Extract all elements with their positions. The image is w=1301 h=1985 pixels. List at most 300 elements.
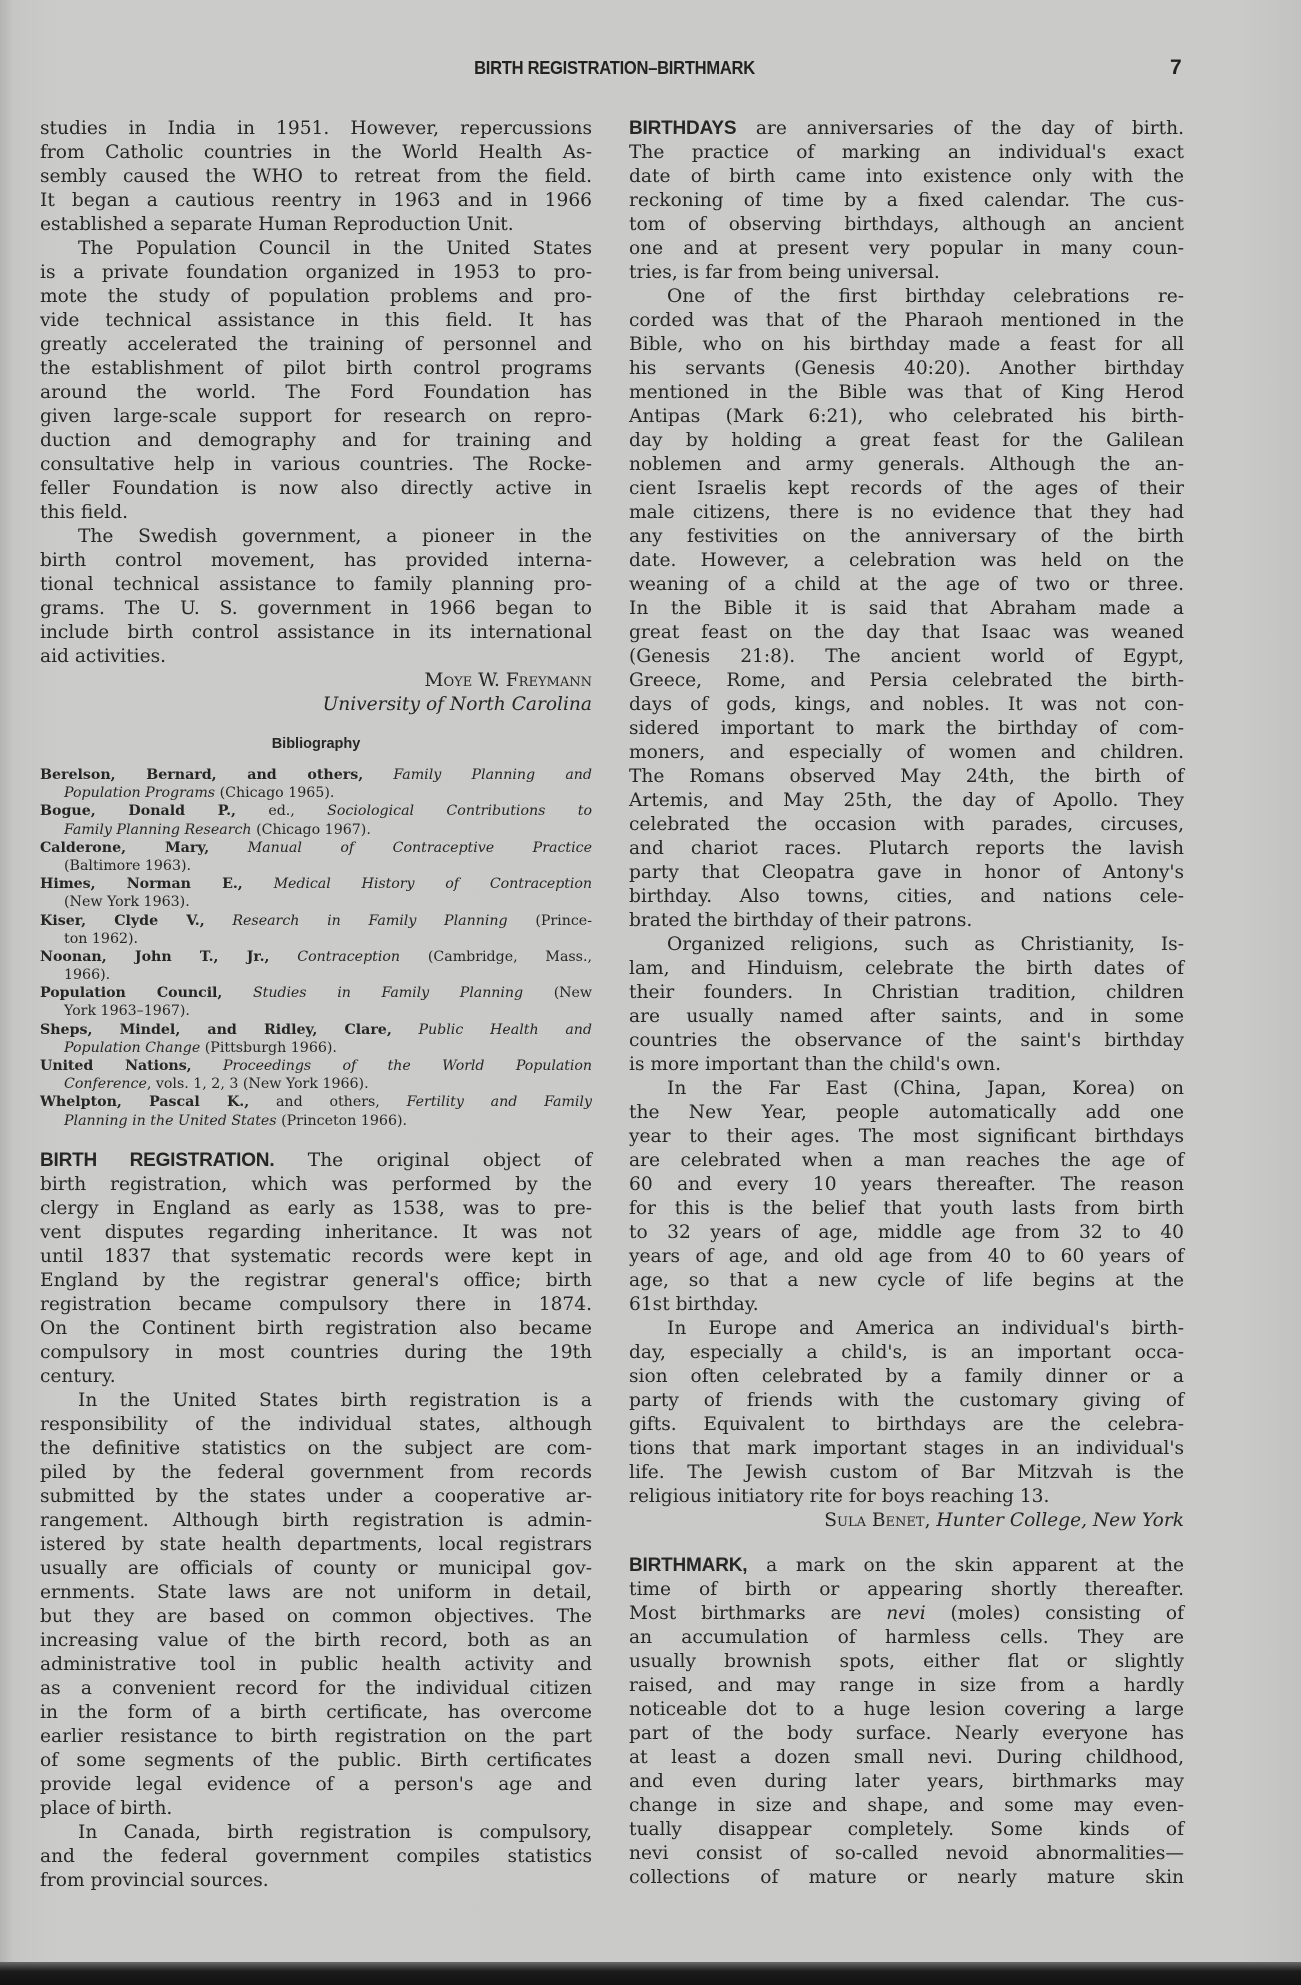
italic-text: Family Planning Research	[64, 821, 252, 838]
text-run: (Genesis 21:8). The ancient world of Egypt,	[629, 646, 1184, 667]
paragraph	[629, 285, 1184, 933]
text-run: and others,	[249, 1094, 407, 1111]
text-line	[40, 117, 592, 141]
text-run: responsibility of the individual states, although	[40, 1414, 592, 1435]
text-line	[629, 1866, 1184, 1890]
text-run: is more important than the child's own.	[629, 1054, 1002, 1075]
text-line	[629, 573, 1184, 597]
text-line	[40, 839, 592, 857]
text-line	[629, 1293, 1184, 1317]
text-run: administrative tool in public health activity and	[40, 1654, 592, 1675]
affiliation-text: University of North Carolina	[322, 694, 592, 715]
text-line	[629, 1698, 1184, 1722]
text-run: century.	[40, 1366, 116, 1387]
text-line	[40, 1869, 592, 1893]
text-run: male citizens, there is no evidence that they had	[629, 502, 1184, 523]
text-run: to 32 years of age, middle age from 32 to 40	[629, 1222, 1184, 1243]
text-line	[629, 813, 1184, 837]
text-line	[629, 405, 1184, 429]
text-line	[40, 525, 592, 549]
text-run: It began a cautious reentry in 1963 and in 1966	[40, 190, 592, 211]
text-run: The practice of marking an individual's exact	[629, 142, 1184, 163]
text-line	[629, 861, 1184, 885]
text-run: year to their ages. The most significant birthdays	[629, 1126, 1184, 1147]
text-line	[40, 766, 592, 784]
text-line	[40, 1002, 592, 1020]
text-line	[629, 237, 1184, 261]
text-line	[40, 285, 592, 309]
text-run: is a private foundation organized in 1953 to pro-	[40, 262, 592, 283]
text-line	[629, 765, 1184, 789]
text-run: Antipas (Mark 6:21), who celebrated his birth-	[629, 406, 1184, 427]
entry-author: United Nations,	[40, 1058, 192, 1074]
text-run: include birth control assistance in its international	[40, 622, 592, 643]
text-run: (New	[522, 985, 592, 1002]
text-run: moners, and especially of women and children.	[629, 742, 1184, 763]
text-run: cient Israelis kept records of the ages of their	[629, 478, 1184, 499]
text-line	[40, 1701, 592, 1725]
entry-heading: BIRTHMARK,	[629, 1555, 748, 1576]
text-run: tually disappear completely. Some kinds of	[629, 1819, 1184, 1840]
text-line	[629, 1626, 1184, 1650]
italic-text: Proceedings of the World Population	[222, 1058, 592, 1074]
text-line	[40, 1269, 592, 1293]
text-line	[40, 1039, 592, 1057]
text-line	[40, 453, 592, 477]
text-line	[40, 261, 592, 285]
text-run: (Chicago 1967).	[251, 821, 371, 838]
text-run: lam, and Hinduism, celebrate the birth dates of	[629, 958, 1184, 979]
text-line	[40, 1653, 592, 1677]
text-run: date of birth came into existence only with the	[629, 166, 1184, 187]
text-run: established a separate Human Reproduction Unit.	[40, 214, 514, 235]
text-run: greatly accelerated the training of personnel and	[40, 334, 592, 355]
text-run: tries, is far from being universal.	[629, 262, 940, 283]
text-run: place of birth.	[40, 1798, 173, 1819]
text-line	[40, 357, 592, 381]
text-line	[40, 1221, 592, 1245]
text-run: tional technical assistance to family planning pro-	[40, 574, 592, 595]
text-run: brated the birthday of their patrons.	[629, 910, 973, 931]
text-run: Artemis, and May 25th, the day of Apollo. They	[629, 790, 1184, 811]
text-line	[40, 237, 592, 261]
paragraph	[40, 1149, 592, 1389]
text-line	[629, 1365, 1184, 1389]
text-line	[40, 1413, 592, 1437]
author-name: Moye W. Freymann	[424, 670, 592, 691]
text-run: vide technical assistance in this field. It has	[40, 310, 592, 331]
text-line	[629, 1173, 1184, 1197]
text-run: reckoning of time by a fixed calendar. The cus-	[629, 190, 1184, 211]
text-run: days of gods, kings, and nobles. It was not con-	[629, 694, 1184, 715]
bibliography-list	[40, 766, 592, 1130]
text-line	[629, 885, 1184, 909]
text-run: increasing value of the birth record, both as an	[40, 1630, 592, 1651]
text-line	[40, 501, 592, 525]
italic-text: Sociological Contributions to	[327, 803, 592, 820]
text-line	[629, 1197, 1184, 1221]
text-run: studies in India in 1951. However, repercussions	[40, 118, 592, 139]
text-line	[40, 1821, 592, 1845]
text-line	[629, 981, 1184, 1005]
text-line	[40, 912, 592, 930]
text-line	[629, 1077, 1184, 1101]
entry-author: Himes, Norman E.,	[40, 876, 243, 893]
text-line	[629, 909, 1184, 933]
text-line	[629, 1650, 1184, 1674]
author-affiliation	[40, 693, 592, 717]
text-run: of some segments of the public. Birth certificates	[40, 1750, 592, 1771]
text-line	[629, 621, 1184, 645]
text-line	[629, 261, 1184, 285]
text-line	[40, 1057, 592, 1075]
text-line	[40, 477, 592, 501]
italic-text: Research in Family Planning	[232, 912, 508, 929]
text-line	[629, 1746, 1184, 1770]
text-line	[40, 1365, 592, 1389]
text-line	[629, 309, 1184, 333]
article-birthdays	[629, 117, 1184, 1533]
text-line	[629, 1029, 1184, 1053]
text-run: life. The Jewish custom of Bar Mitzvah is the	[629, 1462, 1184, 1483]
text-line	[40, 1197, 592, 1221]
italic-text: Population Change	[64, 1039, 201, 1056]
paragraph	[629, 933, 1184, 1077]
text-line	[40, 784, 592, 802]
text-line	[40, 405, 592, 429]
text-run: (Prince-	[507, 912, 592, 929]
text-line	[629, 453, 1184, 477]
text-line	[40, 1341, 592, 1365]
text-run: from Catholic countries in the World Health As-	[40, 142, 592, 163]
text-line	[629, 525, 1184, 549]
text-run: one and at present very popular in many coun-	[629, 238, 1184, 259]
text-line	[629, 285, 1184, 309]
italic-text: Fertility and Family	[406, 1094, 592, 1111]
text-run: given large-scale support for research on repro-	[40, 406, 592, 427]
text-line	[629, 1770, 1184, 1794]
bibliography-entry	[40, 984, 592, 1020]
bibliography-entry	[40, 802, 592, 838]
text-run: his servants (Genesis 40:20). Another birthday	[629, 358, 1184, 379]
text-run: 61st birthday.	[629, 1294, 759, 1315]
text-line	[629, 1269, 1184, 1293]
article-birthmark	[629, 1554, 1184, 1890]
paragraph	[40, 117, 592, 237]
text-line	[629, 1125, 1184, 1149]
text-line	[629, 501, 1184, 525]
text-line	[629, 741, 1184, 765]
text-run	[205, 913, 233, 929]
text-line	[629, 1053, 1184, 1077]
text-line	[40, 1149, 592, 1173]
text-run: nevi consist of so-called nevoid abnormalities—	[629, 1843, 1184, 1864]
text-line	[40, 1173, 592, 1197]
text-line	[629, 1842, 1184, 1866]
text-line	[40, 1461, 592, 1485]
bibliography-entry	[40, 1021, 592, 1057]
text-line	[40, 165, 592, 189]
text-run: birth registration, which was performed by the	[40, 1174, 592, 1195]
text-run: submitted by the states under a cooperative ar-	[40, 1486, 592, 1507]
left-top-text	[40, 117, 592, 669]
text-line	[40, 893, 592, 911]
text-line	[40, 1389, 592, 1413]
text-line	[629, 1578, 1184, 1602]
text-run: rangement. Although birth registration is admin-	[40, 1510, 592, 1531]
birthdays-text	[629, 117, 1184, 1509]
text-line	[629, 669, 1184, 693]
text-run: ernments. State laws are not uniform in detail,	[40, 1582, 592, 1603]
text-line	[40, 1533, 592, 1557]
scan-edge-band	[0, 1962, 1301, 1985]
text-run: collections of mature or nearly mature skin	[629, 1867, 1184, 1888]
text-run: usually are officials of county or municipal gov-	[40, 1558, 592, 1579]
author-signature	[629, 1509, 1184, 1533]
text-line	[629, 549, 1184, 573]
text-run: are celebrated when a man reaches the age of	[629, 1150, 1184, 1171]
text-run: usually brownish spots, either flat or slightly	[629, 1651, 1184, 1672]
paragraph	[40, 1389, 592, 1821]
text-run: change in size and shape, and some may even-	[629, 1795, 1184, 1816]
text-line	[40, 1075, 592, 1093]
text-line	[40, 1749, 592, 1773]
text-run: the New Year, people automatically add one	[629, 1102, 1184, 1123]
text-line	[40, 645, 592, 669]
text-line	[40, 189, 592, 213]
text-run: the definitive statistics on the subject are com-	[40, 1438, 592, 1459]
text-run: noticeable dot to a huge lesion covering a large	[629, 1699, 1184, 1720]
text-run: religious initiatory rite for boys reaching 13.	[629, 1486, 1050, 1507]
text-run: raised, and may range in size from a hardly	[629, 1675, 1184, 1696]
text-run: aid activities.	[40, 646, 167, 667]
text-run: In Europe and America an individual's birth-	[667, 1318, 1184, 1339]
text-line	[629, 1005, 1184, 1029]
italic-text: Conference	[64, 1076, 147, 1093]
text-run: mote the study of population problems and pro-	[40, 286, 592, 307]
text-line	[629, 837, 1184, 861]
italic-text: Manual of Contraceptive Practice	[247, 839, 592, 856]
entry-heading: BIRTHDAYS	[629, 118, 737, 139]
text-line	[40, 1797, 592, 1821]
text-line	[40, 1485, 592, 1509]
text-line	[40, 213, 592, 237]
text-run: piled by the federal government from records	[40, 1462, 592, 1483]
italic-text: nevi	[886, 1603, 926, 1624]
text-run: tom of observing birthdays, although an ancient	[629, 214, 1184, 235]
text-run: this field.	[40, 502, 129, 523]
text-line	[629, 429, 1184, 453]
entry-author: Calderone, Mary,	[40, 839, 210, 856]
text-line	[629, 1602, 1184, 1626]
bibliography-entry	[40, 839, 592, 875]
text-line	[40, 875, 592, 893]
text-run: 60 and every 10 years thereafter. The reason	[629, 1174, 1184, 1195]
text-line	[629, 597, 1184, 621]
text-run: in the form of a birth certificate, has overcome	[40, 1702, 592, 1723]
text-line	[40, 1629, 592, 1653]
text-line	[40, 1677, 592, 1701]
text-run: One of the first birthday celebrations re-	[667, 286, 1184, 307]
text-run: feller Foundation is now also directly active in	[40, 478, 592, 499]
text-line	[40, 1112, 592, 1130]
italic-text: Population Programs	[64, 785, 216, 802]
text-run: and chariot races. Plutarch reports the lavish	[629, 838, 1184, 859]
entry-heading: BIRTH REGISTRATION.	[40, 1150, 275, 1171]
bibliography-entry	[40, 948, 592, 984]
text-run: (Chicago 1965).	[215, 785, 335, 802]
text-run: duction and demography and for training and	[40, 430, 592, 451]
text-line	[40, 597, 592, 621]
text-run: Most birthmarks are	[629, 1603, 887, 1624]
text-line	[629, 1221, 1184, 1245]
text-line	[629, 1389, 1184, 1413]
text-line	[40, 1509, 592, 1533]
text-line	[40, 802, 592, 820]
text-run: provide legal evidence of a person's age and	[40, 1774, 592, 1795]
paragraph	[40, 237, 592, 525]
text-line	[629, 1437, 1184, 1461]
paragraph	[629, 117, 1184, 285]
text-run: their founders. In Christian tradition, children	[629, 982, 1184, 1003]
text-run: sion often celebrated by a family dinner or a	[629, 1366, 1184, 1387]
text-line	[40, 821, 592, 839]
text-run: weaning of a child at the age of two or three.	[629, 574, 1184, 595]
text-run	[192, 1058, 223, 1074]
text-run: date. However, a celebration was held on the	[629, 550, 1184, 571]
text-run: are anniversaries of the day of birth.	[736, 118, 1184, 139]
text-run: years of age, and old age from 40 to 60 years of	[629, 1246, 1184, 1267]
text-run	[243, 876, 274, 892]
text-run: (Cambridge, Mass.,	[400, 948, 592, 965]
text-line	[40, 1437, 592, 1461]
text-line	[40, 857, 592, 875]
text-run: consultative help in various countries. The Rocke-	[40, 454, 592, 475]
text-run: from provincial sources.	[40, 1870, 269, 1891]
text-line	[40, 1845, 592, 1869]
entry-author: Noonan, John T., Jr.,	[40, 948, 270, 965]
text-line	[40, 429, 592, 453]
text-line	[629, 1722, 1184, 1746]
text-run: are usually named after saints, and in some	[629, 1006, 1184, 1027]
text-run: In Canada, birth registration is compulsory,	[78, 1822, 592, 1843]
text-line	[40, 549, 592, 573]
text-run: In the Far East (China, Japan, Korea) on	[667, 1078, 1184, 1099]
text-run: any festivities on the anniversary of the birth	[629, 526, 1184, 547]
text-line	[40, 381, 592, 405]
italic-text: Contraception	[297, 948, 401, 965]
text-run: celebrated the occasion with parades, circuses,	[629, 814, 1184, 835]
text-run: as a convenient record for the individual citizen	[40, 1678, 592, 1699]
text-line	[40, 1093, 592, 1111]
bibliography-entry	[40, 1093, 592, 1129]
text-run: ed.,	[235, 803, 328, 820]
article-birth-registration	[40, 1149, 592, 1893]
text-run: The Population Council in the United States	[78, 238, 592, 259]
author-signature	[40, 669, 592, 693]
text-run: (Princeton 1966).	[276, 1112, 408, 1129]
text-run: On the Continent birth registration also became	[40, 1318, 592, 1339]
text-run	[392, 1022, 419, 1038]
text-line	[629, 117, 1184, 141]
text-run: In the United States birth registration is a	[78, 1390, 592, 1411]
text-run: the establishment of pilot birth control programs	[40, 358, 592, 379]
bibliography-entry	[40, 875, 592, 911]
text-run: Greece, Rome, and Persia celebrated the birth-	[629, 670, 1184, 691]
bibliography-entry	[40, 912, 592, 948]
text-run: sembly caused the WHO to retreat from the field.	[40, 166, 592, 187]
text-run: day, especially a child's, is an important occa-	[629, 1342, 1184, 1363]
text-run: corded was that of the Pharaoh mentioned in the	[629, 310, 1184, 331]
text-line	[629, 333, 1184, 357]
text-run: (Baltimore 1963).	[64, 857, 192, 874]
text-run	[209, 840, 247, 856]
text-run: time of birth or appearing shortly thereafter.	[629, 1579, 1184, 1600]
italic-text: Planning in the United States	[64, 1112, 277, 1129]
text-line	[629, 1554, 1184, 1578]
text-run: birth control movement, has provided interna-	[40, 550, 592, 571]
text-line	[629, 381, 1184, 405]
text-line	[40, 309, 592, 333]
text-run: The Romans observed May 24th, the birth of	[629, 766, 1184, 787]
bibliography-entry	[40, 766, 592, 802]
text-run: day by holding a great feast for the Galilean	[629, 430, 1184, 451]
text-run: England by the registrar general's office; birth	[40, 1270, 592, 1291]
text-line	[629, 1485, 1184, 1509]
text-line	[629, 357, 1184, 381]
affiliation-text: Hunter College, New York	[936, 1510, 1184, 1531]
entry-author: Whelpton, Pascal K.,	[40, 1094, 250, 1111]
text-run: age, so that a new cycle of life begins at the	[629, 1270, 1184, 1291]
text-run: York 1963–1967).	[64, 1003, 190, 1020]
author-name: Sula Benet,	[824, 1510, 931, 1531]
page-number: 7	[1170, 56, 1182, 79]
text-run: party of friends with the customary giving of	[629, 1390, 1184, 1411]
italic-text: Family Planning and	[393, 767, 592, 783]
paragraph	[40, 1821, 592, 1893]
text-line	[629, 645, 1184, 669]
entry-author: Population Council,	[40, 985, 223, 1002]
text-line	[629, 957, 1184, 981]
text-run: ton 1962).	[64, 930, 139, 947]
text-line	[40, 1605, 592, 1629]
article-continuation	[40, 117, 592, 717]
text-run: birthday. Also towns, cities, and nations cele-	[629, 886, 1184, 907]
text-run: and the federal government compiles statistics	[40, 1846, 592, 1867]
text-line	[40, 1581, 592, 1605]
text-run: (Pittsburgh 1966).	[200, 1039, 337, 1056]
text-line	[629, 1461, 1184, 1485]
text-run: In the Bible it is said that Abraham made a	[629, 598, 1184, 619]
text-run: party that Cleopatra gave in honor of Antony's	[629, 862, 1184, 883]
text-line	[40, 573, 592, 597]
text-line	[629, 477, 1184, 501]
text-run: The Swedish government, a pioneer in the	[78, 526, 592, 547]
text-run: Organized religions, such as Christianity, Is-	[667, 934, 1184, 955]
text-line	[629, 213, 1184, 237]
text-run: and even during later years, birthmarks may	[629, 1771, 1184, 1792]
entry-author: Kiser, Clyde V.,	[40, 912, 205, 929]
text-run: until 1837 that systematic records were kept in	[40, 1246, 592, 1267]
text-line	[629, 1818, 1184, 1842]
italic-text: Public Health and	[418, 1021, 592, 1038]
text-run: but they are based on common objectives. The	[40, 1606, 592, 1627]
text-line	[40, 1293, 592, 1317]
paragraph	[629, 1554, 1184, 1890]
italic-text: Medical History of Contraception	[273, 876, 592, 893]
text-run	[363, 767, 393, 783]
text-line	[40, 948, 592, 966]
